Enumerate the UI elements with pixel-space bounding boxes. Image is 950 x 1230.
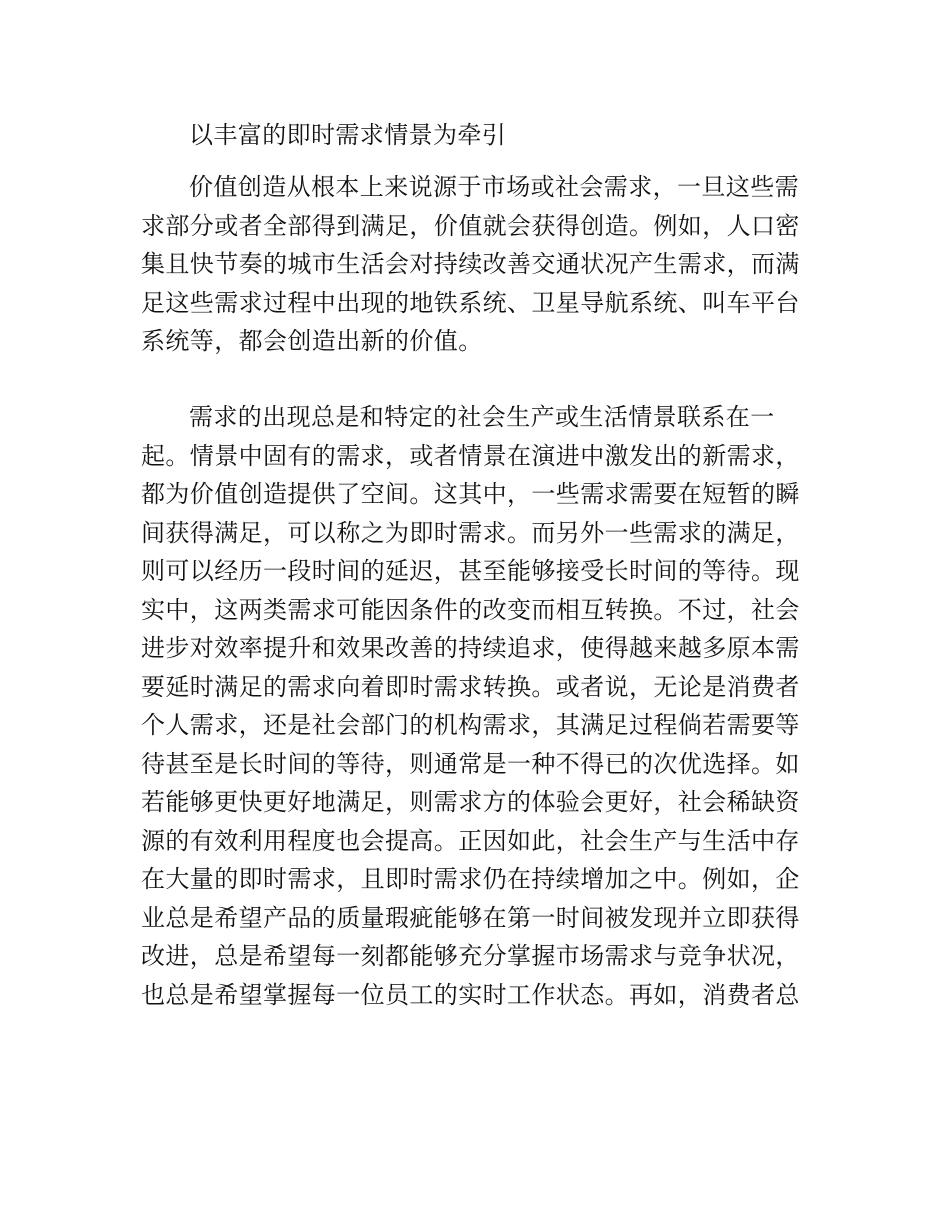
paragraph-line: 间获得满足，可以称之为即时需求。而另外一些需求的满足， xyxy=(141,518,800,547)
paragraph-line: 源的有效利用程度也会提高。正因如此，社会生产与生活中存 xyxy=(141,826,800,855)
paragraph-line: 足这些需求过程中出现的地铁系统、卫星导航系统、叫车平台 xyxy=(141,288,800,317)
paragraph-line: 要延时满足的需求向着即时需求转换。或者说，无论是消费者 xyxy=(141,672,800,701)
paragraph-line: 实中，这两类需求可能因条件的改变而相互转换。不过，社会 xyxy=(141,595,800,624)
paragraph-line: 改进，总是希望每一刻都能够充分掌握市场需求与竞争状况， xyxy=(141,942,800,970)
paragraph-line: 则可以经历一段时间的延迟，甚至能够接受长时间的等待。现 xyxy=(141,557,800,585)
heading-text: 以丰富的即时需求情景为牵引 xyxy=(189,121,507,149)
paragraph-line: 价值创造从根本上来说源于市场或社会需求，一旦这些需 xyxy=(189,173,799,201)
paragraph-line: 集且快节奏的城市生活会对持续改善交通状况产生需求，而满 xyxy=(141,250,800,278)
paragraph-line: 需求的出现总是和特定的社会生产或生活情景联系在一 xyxy=(189,403,775,431)
paragraph-line: 在大量的即时需求，且即时需求仍在持续增加之中。例如，企 xyxy=(141,865,800,893)
paragraph-line: 也总是希望掌握每一位员工的实时工作状态。再如，消费者总 xyxy=(141,980,800,1009)
paragraph-line: 待甚至是长时间的等待，则通常是一种不得已的次优选择。如 xyxy=(141,749,800,778)
paragraph-line: 若能够更快更好地满足，则需求方的体验会更好，社会稀缺资 xyxy=(141,788,800,816)
paragraph-2 xyxy=(141,398,811,1014)
paragraph-1 xyxy=(141,168,811,361)
paragraph-line: 系统等，都会创造出新的价值。 xyxy=(141,327,483,355)
paragraph-line: 都为价值创造提供了空间。这其中，一些需求需要在短暂的瞬 xyxy=(141,480,800,508)
section-heading xyxy=(141,116,811,155)
paragraph-line: 个人需求，还是社会部门的机构需求，其满足过程倘若需要等 xyxy=(141,711,800,739)
paragraph-line: 业总是希望产品的质量瑕疵能够在第一时间被发现并立即获得 xyxy=(141,903,800,932)
paragraph-line: 求部分或者全部得到满足，价值就会获得创造。例如，人口密 xyxy=(141,211,800,240)
paragraph-line: 起。情景中固有的需求，或者情景在演进中激发出的新需求， xyxy=(141,441,800,470)
paragraph-line: 进步对效率提升和效果改善的持续追求，使得越来越多原本需 xyxy=(141,634,800,662)
